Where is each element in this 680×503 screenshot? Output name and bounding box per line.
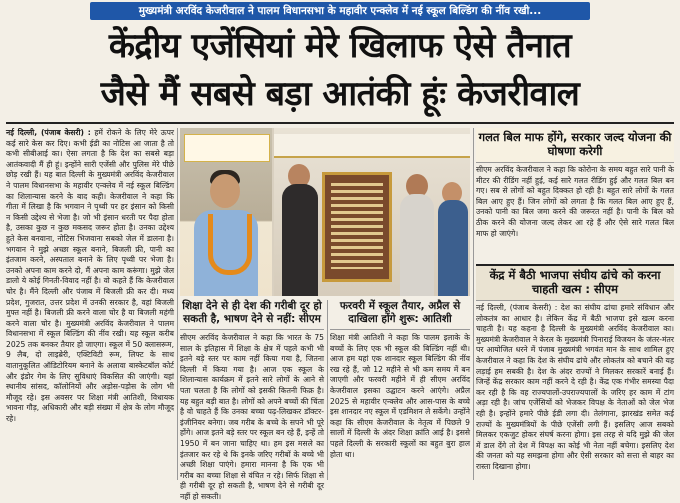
story-education-poverty (180, 298, 324, 501)
headline-line-1: केंद्रीय एजेंसियां मेरे खिलाफ ऐसे तैनात (108, 26, 572, 66)
sidebar-story-water-bills (476, 128, 674, 262)
photo-block (180, 128, 470, 296)
sidebar-1-text: सीएम अरविंद केजरीवाल ने कहा कि कोरोना के समय बहुत सारे पानी के मीटर की रीडिंग नहीं हुई, कई सारे गलत रीडिंग हुई और गलत बिल बन गए। सब से लोगों को बहुत दिक्कत हो रही है। बहुत सारे लोगों के गलत बिल आए हुए हैं। जिन लोगों को लगता है कि गलत बिल आए हुए हैं, उनको पानी का बिल जमा करने की जरूरत नहीं है। पानी के बिल को ठीक करने की योजना जल्द लेकर आ रहे हैं और ऐसे सारे गलत बिल माफ हो जाएंगे। (476, 165, 674, 238)
sidebar-2-headline: केंद्र में बैठी भाजपा संघीय ढांचे को करना चाहती खत्म : सीएम (476, 264, 674, 301)
headline-line-2: जैसे मैं सबसे बड़ा आतंकी हूंः केजरीवाल (100, 74, 580, 114)
sidebar-story-federalism (476, 264, 674, 480)
cm-portrait-photo (180, 128, 272, 296)
kicker-strip: मुख्यमंत्री अरविंद केजरीवाल ने पालम विधानसभा के महावीर एन्क्लेव में नई स्कूल बिल्डिंग की नींव रखी... (90, 2, 590, 20)
foundation-stone-photo (274, 128, 470, 296)
story-b-text: शिक्षा मंत्री आतिशी ने कहा कि पालम इलाके के बच्चों के लिए एक भी स्कूल की बिल्डिंग नहीं थी। आज हम यहां एक शानदार स्कूल बिल्डिंग की नींव रख रहे हैं, जो 12 महीने से भी कम समय में बन जाएगी और फरवरी महीने में ही सीएम अरविंद केजरीवाल इसका उद्घाटन करने आएंगे। अप्रैल 2025 से महावीर एन्क्लेव और आस-पास के बच्चे इस शानदार नए स्कूल में एडमिशन ले सकेंगे। उन्होंने कहा कि सीएम केजरीवाल के नेतृत्व में पिछले 9 सालों में दिल्ली के अंदर शिक्षा क्रांति आई है। इससे पहले दिल्ली के सरकारी स्कूलों का बहुत बुरा हाल होता था। (330, 333, 470, 459)
headline-rule (6, 122, 674, 124)
story-a-text: सीएम अरविंद केजरीवाल ने कहा कि भारत के 75 साल के इतिहास में शिक्षा के क्षेत्र में पहले कभी भी इतने बड़े स्तर पर काम नहीं किया गया है, जितना दिल्ली में किया गया है। आज एक स्कूल के शिलान्यास कार्यक्रम में इतने सारे लोगों के आने से पता चलता है कि लोगों को इसकी कितनी फिक्र है। यह बहुत बड़ी बात है। लोगों को अपने बच्चों की चिंता है वो चाहते हैं कि उनका बच्चा पढ़-लिखकर डॉक्टर-इंजीनियर बनेगा। जब गरीब के बच्चे के सपने भी पूरे होंगे। आज इतने बड़े स्तर पर स्कूल बन रहे हैं, इन्हें तो 1950 में बन जाना चाहिए था। हम इस मसले का इंतजार कर रहे थे कि इनके जरिए गरीबों के बच्चे भी अच्छी शिक्षा पाएंगे। हमारा मानना है कि एक भी गरीब का बच्चा शिक्षा से वंचित न रहे। सिर्फ शिक्षा से ही गरीबी दूर हो सकती है, भाषण देने से गरीबी दूर नहीं हो सकती। (180, 333, 324, 501)
main-story-dateline: नई दिल्ली, (पंजाब केसरी) : (6, 128, 91, 137)
main-story-text: हमें रोकने के लिए मेरे ऊपर कई सारे केस कर दिए। कभी ईडी का नोटिस आ जाता है तो कभी सीबीआई का। ऐसा लगता है कि देश का सबसे बड़ा आतंकवादी मैं ही हूं। इन्होंने सारी एजेंसी और पुलिस मेरे पीछे छोड़ रखी हैं। यह बात दिल्ली के मुख्यमंत्री अरविंद केजरीवाल ने पालम विधानसभा के महावीर एन्क्लेव में नई स्कूल बिल्डिंग का शिलान्यास करने के बाद कही। केजरीवाल ने कहा कि गीता में लिखा है कि भगवान ने पृथ्वी पर हर इंसान को किसी न किसी उद्देश्य से भेजा है। जो भी इंसान धरती पर पैदा होता है, उसका कुछ न कुछ मकसद जरूर होता है। उनका उद्देश्य हुते केस बनवाना, नोटिस भिजवाना सबको जेल में डालना है। भगवान ने मुझे अच्छा स्कूल बनाने, बिजली फ्री, पानी का इंतजाम करने, अस्पताल बनाने के लिए पृथ्वी पर भेजा है। उनको अपना काम करने दो, मैं अपना काम करूंगा। मुझे जेल डालो ये कोई गिनती-विवाद नहीं है। वो कहते हैं कि केजरीवाल चोर है। मैंने दिल्ली और पंजाब में बिजली फ्री कर दी। मध्य प्रदेश, गुजरात, उत्तर प्रदेश में उनकी सरकार है, वहां बिजली मुफ्त नहीं है। बिजली फ्री करने वाला चोर है या बिजली महंगी करने वाला चोर है। मुख्यमंत्री अरविंद केजरीवाल ने पालम विधानसभा में स्कूल बिल्डिंग की नींव रखी। यह स्कूल करीब 2025 तक बनकर तैयार हो जाएगा। स्कूल में 50 क्लासरूम, 9 लैब, दो लाइब्रेरी, एक्टिविटी रूम, लिफ्ट के साथ वातानुकूलित ऑडिटोरियम बनाने के अलावा बास्केटबॉल कोर्ट और इंडोर गेम के लिए सुविधाएं विकसित की जाएंगी। यहां स्थानीय सांसद, कॉलोनियों और अड़ोस-पड़ोस के लोग भी मौजूद रहे। इस अवसर पर शिक्षा मंत्री आतिशी, विधायक भावना गौड़, अधिकारी और बड़ी संख्या में क्षेत्र के लोग मौजूद रहे। (6, 128, 174, 424)
column-divider (327, 300, 328, 480)
main-story-column (6, 128, 174, 480)
story-b-headline: फरवरी में स्कूल तैयार, अप्रैल से दाखिला होंगे शुरू: आतिशी (330, 298, 470, 330)
sidebar-2-text: नई दिल्ली, (पंजाब केसरी) : देश का संघीय ढांचा हमारे संविधान और लोकतंत्र का आधार है। लेकिन केंद्र में बैठी भाजपा इसे खत्म करना चाहती है। यह कहना है दिल्ली के मुख्यमंत्री अरविंद केजरीवाल का। मुख्यमंत्री केजरीवाल ने केरल के मुख्यमंत्री पिनाराई विजयन के जंतर-मंतर पर आयोजित धरने में पंजाब मुख्यमंत्री भगवंत मान के साथ शामिल हुए केजरीवाल ने कहा कि देश के संघीय ढांचे और लोकतंत्र को बचाने की यह लड़ाई हम सबकी है। देश के अंदर राज्यों ने मिलकर सरकारें बनाई हैं। जिन्हें केंद्र सरकार काम नहीं करने दे रही है। केंद्र एक गंभीर समस्या पैदा कर रही है कि वह राज्यपालों-उपराज्यपालों के जरिए हर काम में टांग अड़ा रही है। जांच एजेंसियों को भेजकर विपक्ष के नेताओं को जेल भेज रही है। इन्होंने हमारे पीछे ईडी लगा दी। तेलंगाना, झारखंड समेत कई राज्यों के मुख्यमंत्रियों के पीछे एजेंसी लगी हैं। इसलिए आज सबको मिलकर एकजुट होकर संघर्ष करना होगा। इस तरह से यदि मुझे की जेल में डाल देंगे तो देश में विपक्ष का कोई भी नेता नहीं बचेगा। इसलिए देश की जनता को यह समझना होगा और ऐसी सरकार को सत्ता से बाहर का रास्ता दिखाना होगा। (476, 303, 674, 471)
column-divider (177, 128, 178, 480)
column-divider (473, 128, 474, 480)
marigold-garland (208, 214, 252, 275)
stage-banner (184, 134, 270, 162)
story-school-ready (330, 298, 470, 480)
sidebar-1-headline: गलत बिल माफ होंगे, सरकार जल्द योजना की घोषणा करेगी (476, 128, 674, 163)
story-a-headline: शिक्षा देने से ही देश की गरीबी दूर हो सकती है, भाषण देने से नहीं: सीएम (180, 298, 324, 330)
foundation-plaque (322, 172, 392, 282)
